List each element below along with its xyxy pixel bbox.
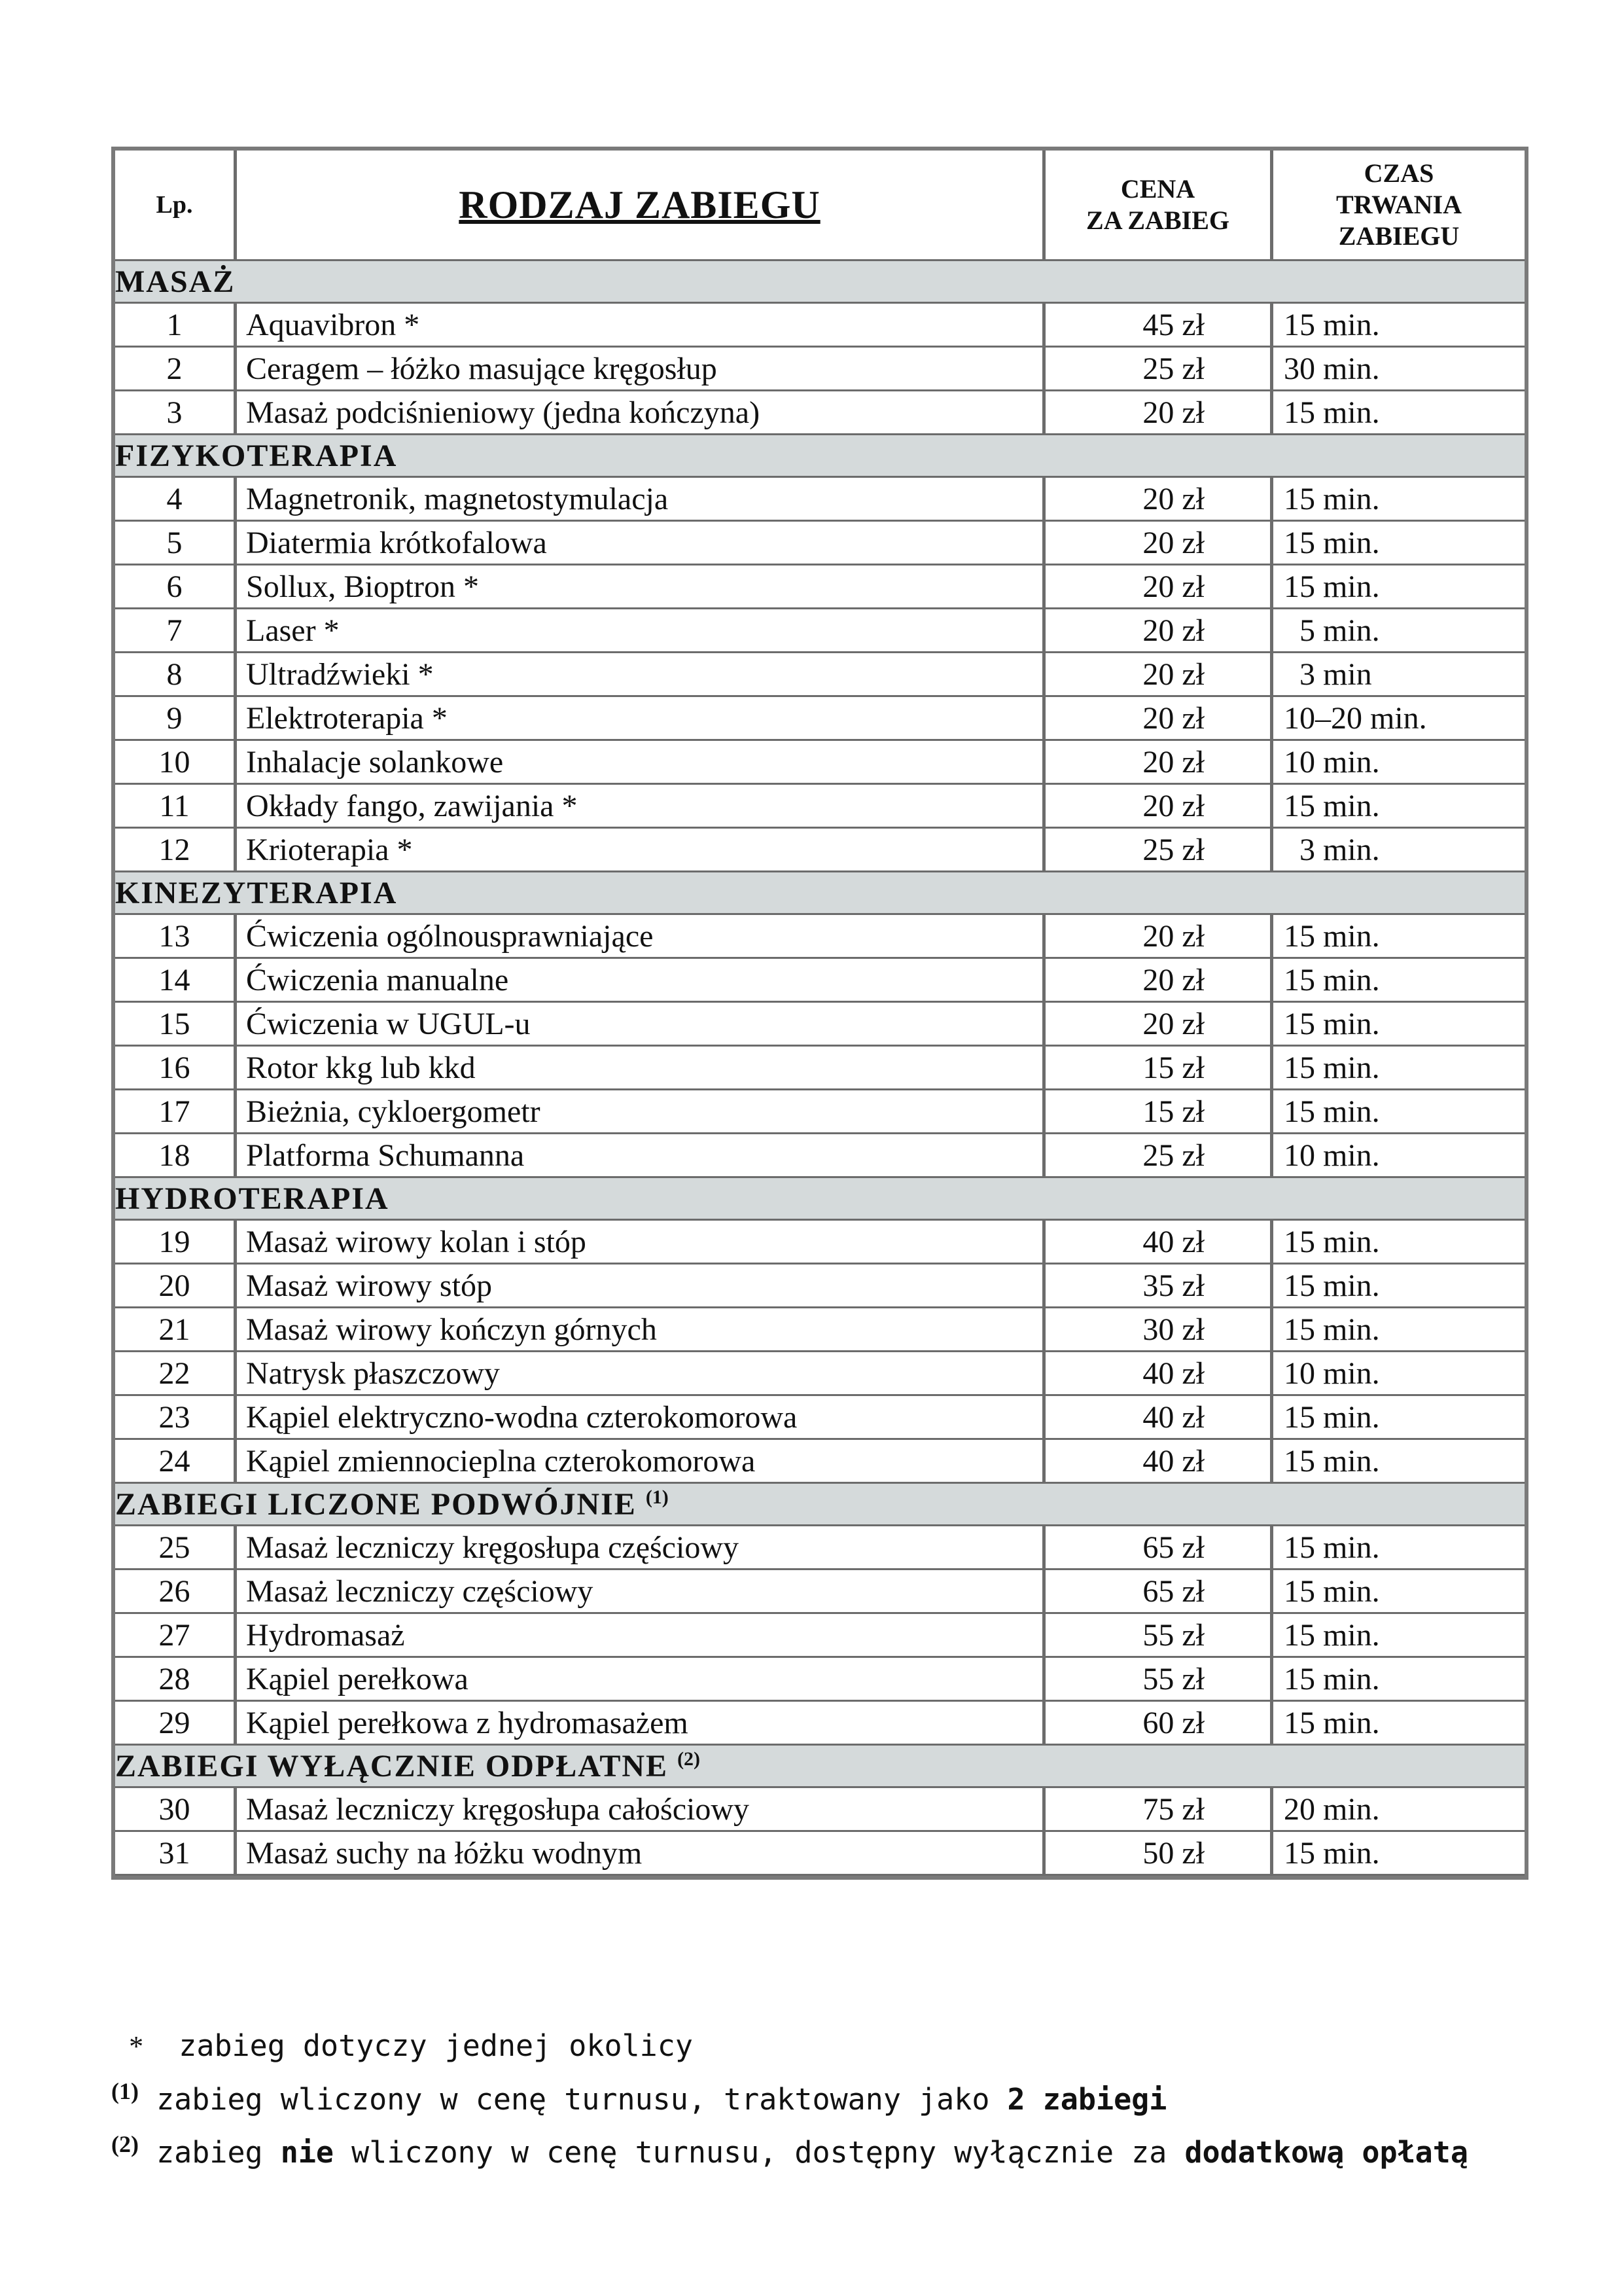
footnote-2-text-a: zabieg xyxy=(138,2135,281,2170)
cell-treatment-name: Kąpiel elektryczno-wodna czterokomorowa xyxy=(237,1396,1046,1440)
cell-lp: 23 xyxy=(115,1396,237,1440)
cell-treatment-name: Rotor kkg lub kkd xyxy=(237,1047,1046,1090)
cell-price: 20 zł xyxy=(1046,522,1273,565)
cell-duration: 15 min. xyxy=(1273,785,1525,829)
section-header-row xyxy=(115,872,1525,915)
table-row xyxy=(115,1570,1525,1614)
section-header-row xyxy=(115,1746,1525,1788)
section-title xyxy=(115,261,1525,304)
cell-duration: 15 min. xyxy=(1273,915,1525,959)
cell-treatment-name: Laser * xyxy=(237,609,1046,653)
table-row xyxy=(115,1526,1525,1570)
cell-duration: 5 min. xyxy=(1273,609,1525,653)
section-title-text: MASAŻ xyxy=(115,264,236,299)
cell-price: 25 zł xyxy=(1046,1134,1273,1178)
section-header-row xyxy=(115,1484,1525,1526)
cell-treatment-name: Masaż leczniczy częściowy xyxy=(237,1570,1046,1614)
cell-price: 20 zł xyxy=(1046,609,1273,653)
cell-treatment-name: Diatermia krótkofalowa xyxy=(237,522,1046,565)
cell-treatment-name: Okłady fango, zawijania * xyxy=(237,785,1046,829)
cell-treatment-name: Inhalacje solankowe xyxy=(237,741,1046,785)
header-lp: Lp. xyxy=(115,151,237,261)
cell-duration: 15 min. xyxy=(1273,1047,1525,1090)
cell-treatment-name: Masaż podciśnieniowy (jedna kończyna) xyxy=(237,391,1046,435)
cell-price: 75 zł xyxy=(1046,1788,1273,1832)
footnote-1 xyxy=(111,2069,1525,2122)
table-row xyxy=(115,915,1525,959)
header-price xyxy=(1046,151,1273,261)
table-row xyxy=(115,1308,1525,1352)
footnote-1-text: zabieg wliczony w cenę turnusu, traktowany jako xyxy=(138,2082,1008,2117)
cell-price: 45 zł xyxy=(1046,304,1273,348)
cell-lp: 17 xyxy=(115,1090,237,1134)
cell-duration: 30 min. xyxy=(1273,348,1525,391)
cell-lp: 12 xyxy=(115,829,237,872)
footnotes xyxy=(111,2024,1525,2175)
cell-price: 20 zł xyxy=(1046,653,1273,697)
header-duration xyxy=(1273,151,1525,261)
cell-treatment-name: Masaż wirowy kolan i stóp xyxy=(237,1221,1046,1265)
cell-duration: 15 min. xyxy=(1273,1003,1525,1047)
footnote-star xyxy=(111,2024,1525,2069)
section-title xyxy=(115,1178,1525,1221)
cell-price: 25 zł xyxy=(1046,348,1273,391)
cell-lp: 9 xyxy=(115,697,237,741)
section-footnote-mark: (2) xyxy=(677,1748,701,1770)
footnote-1-mark: (1) xyxy=(111,2078,139,2104)
cell-price: 20 zł xyxy=(1046,959,1273,1003)
cell-lp: 27 xyxy=(115,1614,237,1658)
table-row xyxy=(115,565,1525,609)
cell-treatment-name: Masaż wirowy kończyn górnych xyxy=(237,1308,1046,1352)
cell-price: 20 zł xyxy=(1046,1003,1273,1047)
cell-treatment-name: Ceragem – łóżko masujące kręgosłup xyxy=(237,348,1046,391)
table-row xyxy=(115,348,1525,391)
table-row xyxy=(115,785,1525,829)
cell-treatment-name: Magnetronik, magnetostymulacja xyxy=(237,478,1046,522)
cell-lp: 26 xyxy=(115,1570,237,1614)
table-header-row xyxy=(115,151,1525,261)
cell-duration: 10 min. xyxy=(1273,1352,1525,1396)
cell-lp: 6 xyxy=(115,565,237,609)
table-row xyxy=(115,1658,1525,1702)
table-row xyxy=(115,1832,1525,1876)
cell-treatment-name: Krioterapia * xyxy=(237,829,1046,872)
cell-duration: 15 min. xyxy=(1273,478,1525,522)
header-price-line: ZA ZABIEG xyxy=(1086,206,1229,235)
table-row xyxy=(115,522,1525,565)
section-title-text: HYDROTERAPIA xyxy=(115,1181,389,1216)
header-duration-line: TRWANIA xyxy=(1336,190,1462,219)
cell-treatment-name: Sollux, Bioptron * xyxy=(237,565,1046,609)
cell-lp: 3 xyxy=(115,391,237,435)
cell-lp: 7 xyxy=(115,609,237,653)
table-row xyxy=(115,1134,1525,1178)
table-row xyxy=(115,741,1525,785)
cell-treatment-name: Platforma Schumanna xyxy=(237,1134,1046,1178)
cell-price: 20 zł xyxy=(1046,785,1273,829)
table-row xyxy=(115,959,1525,1003)
cell-duration: 10–20 min. xyxy=(1273,697,1525,741)
cell-duration: 10 min. xyxy=(1273,1134,1525,1178)
header-duration-line: ZABIEGU xyxy=(1338,221,1460,251)
table-row xyxy=(115,1090,1525,1134)
cell-price: 65 zł xyxy=(1046,1570,1273,1614)
cell-price: 20 zł xyxy=(1046,741,1273,785)
section-header-row xyxy=(115,435,1525,478)
cell-duration: 15 min. xyxy=(1273,959,1525,1003)
table-row xyxy=(115,1047,1525,1090)
table-row xyxy=(115,1352,1525,1396)
cell-duration: 3 min. xyxy=(1273,829,1525,872)
cell-lp: 21 xyxy=(115,1308,237,1352)
cell-price: 15 zł xyxy=(1046,1047,1273,1090)
cell-lp: 31 xyxy=(115,1832,237,1876)
cell-duration: 15 min. xyxy=(1273,1570,1525,1614)
table-row xyxy=(115,829,1525,872)
footnote-star-text: zabieg dotyczy jednej okolicy xyxy=(143,2028,693,2063)
table-row xyxy=(115,1221,1525,1265)
header-price-line: CENA xyxy=(1120,174,1195,204)
table-row xyxy=(115,478,1525,522)
cell-treatment-name: Masaż leczniczy kręgosłupa częściowy xyxy=(237,1526,1046,1570)
cell-price: 15 zł xyxy=(1046,1090,1273,1134)
cell-duration: 15 min. xyxy=(1273,1526,1525,1570)
cell-lp: 22 xyxy=(115,1352,237,1396)
cell-lp: 15 xyxy=(115,1003,237,1047)
cell-lp: 29 xyxy=(115,1702,237,1746)
footnote-2-mark: (2) xyxy=(111,2131,139,2157)
cell-lp: 14 xyxy=(115,959,237,1003)
table-row xyxy=(115,1614,1525,1658)
cell-duration: 15 min. xyxy=(1273,1832,1525,1876)
cell-lp: 2 xyxy=(115,348,237,391)
header-treatment-type: RODZAJ ZABIEGU xyxy=(237,151,1046,261)
cell-lp: 11 xyxy=(115,785,237,829)
footnote-2-bold-a: nie xyxy=(280,2135,334,2170)
cell-duration: 15 min. xyxy=(1273,522,1525,565)
cell-duration: 10 min. xyxy=(1273,741,1525,785)
section-title-text: KINEZYTERAPIA xyxy=(115,875,398,910)
cell-treatment-name: Kąpiel zmiennocieplna czterokomorowa xyxy=(237,1440,1046,1484)
table-row xyxy=(115,1702,1525,1746)
cell-duration: 15 min. xyxy=(1273,1702,1525,1746)
header-duration-line: CZAS xyxy=(1364,158,1434,188)
cell-price: 50 zł xyxy=(1046,1832,1273,1876)
section-title-text: ZABIEGI WYŁĄCZNIE ODPŁATNE xyxy=(115,1748,678,1784)
cell-lp: 10 xyxy=(115,741,237,785)
cell-lp: 16 xyxy=(115,1047,237,1090)
cell-duration: 15 min. xyxy=(1273,1614,1525,1658)
table-row xyxy=(115,1003,1525,1047)
table-row xyxy=(115,1265,1525,1308)
cell-price: 20 zł xyxy=(1046,478,1273,522)
section-header-row xyxy=(115,1178,1525,1221)
cell-price: 30 zł xyxy=(1046,1308,1273,1352)
footnote-2-bold-b: dodatkową opłatą xyxy=(1184,2135,1468,2170)
section-title-text: ZABIEGI LICZONE PODWÓJNIE xyxy=(115,1486,646,1522)
cell-lp: 1 xyxy=(115,304,237,348)
cell-duration: 20 min. xyxy=(1273,1788,1525,1832)
table-row xyxy=(115,391,1525,435)
cell-price: 20 zł xyxy=(1046,391,1273,435)
table-row xyxy=(115,697,1525,741)
footnote-2-text-b: wliczony w cenę turnusu, dostępny wyłącznie za xyxy=(334,2135,1185,2170)
cell-lp: 4 xyxy=(115,478,237,522)
cell-treatment-name: Hydromasaż xyxy=(237,1614,1046,1658)
section-title xyxy=(115,872,1525,915)
table-row xyxy=(115,304,1525,348)
cell-duration: 15 min. xyxy=(1273,1658,1525,1702)
cell-duration: 15 min. xyxy=(1273,1440,1525,1484)
table-row xyxy=(115,653,1525,697)
cell-price: 40 zł xyxy=(1046,1440,1273,1484)
section-title xyxy=(115,1746,1525,1788)
cell-lp: 25 xyxy=(115,1526,237,1570)
cell-price: 25 zł xyxy=(1046,829,1273,872)
cell-treatment-name: Ultradźwieki * xyxy=(237,653,1046,697)
cell-price: 55 zł xyxy=(1046,1658,1273,1702)
cell-lp: 20 xyxy=(115,1265,237,1308)
cell-treatment-name: Masaż wirowy stóp xyxy=(237,1265,1046,1308)
cell-treatment-name: Kąpiel perełkowa xyxy=(237,1658,1046,1702)
cell-duration: 15 min. xyxy=(1273,565,1525,609)
footnote-2 xyxy=(111,2122,1525,2175)
cell-duration: 3 min xyxy=(1273,653,1525,697)
section-title xyxy=(115,435,1525,478)
section-title xyxy=(115,1484,1525,1526)
cell-treatment-name: Natrysk płaszczowy xyxy=(237,1352,1046,1396)
cell-price: 40 zł xyxy=(1046,1352,1273,1396)
section-footnote-mark: (1) xyxy=(645,1486,669,1508)
cell-price: 40 zł xyxy=(1046,1396,1273,1440)
section-title-text: FIZYKOTERAPIA xyxy=(115,438,398,473)
table-row xyxy=(115,1396,1525,1440)
cell-lp: 18 xyxy=(115,1134,237,1178)
cell-duration: 15 min. xyxy=(1273,391,1525,435)
footnote-star-mark: * xyxy=(129,2030,144,2062)
cell-duration: 15 min. xyxy=(1273,1221,1525,1265)
cell-treatment-name: Ćwiczenia w UGUL-u xyxy=(237,1003,1046,1047)
cell-duration: 15 min. xyxy=(1273,1308,1525,1352)
cell-lp: 24 xyxy=(115,1440,237,1484)
treatment-price-table xyxy=(111,147,1528,1880)
cell-lp: 28 xyxy=(115,1658,237,1702)
cell-duration: 15 min. xyxy=(1273,304,1525,348)
footnote-1-bold: 2 zabiegi xyxy=(1007,2082,1167,2117)
cell-treatment-name: Bieżnia, cykloergometr xyxy=(237,1090,1046,1134)
table-row xyxy=(115,1440,1525,1484)
cell-price: 40 zł xyxy=(1046,1221,1273,1265)
cell-lp: 5 xyxy=(115,522,237,565)
cell-treatment-name: Masaż leczniczy kręgosłupa całościowy xyxy=(237,1788,1046,1832)
cell-duration: 15 min. xyxy=(1273,1090,1525,1134)
table-row xyxy=(115,1788,1525,1832)
cell-lp: 8 xyxy=(115,653,237,697)
cell-lp: 30 xyxy=(115,1788,237,1832)
cell-lp: 19 xyxy=(115,1221,237,1265)
cell-price: 20 zł xyxy=(1046,697,1273,741)
cell-price: 35 zł xyxy=(1046,1265,1273,1308)
table-row xyxy=(115,609,1525,653)
cell-treatment-name: Masaż suchy na łóżku wodnym xyxy=(237,1832,1046,1876)
cell-duration: 15 min. xyxy=(1273,1265,1525,1308)
cell-price: 20 zł xyxy=(1046,915,1273,959)
cell-lp: 13 xyxy=(115,915,237,959)
cell-treatment-name: Ćwiczenia manualne xyxy=(237,959,1046,1003)
cell-price: 55 zł xyxy=(1046,1614,1273,1658)
section-header-row xyxy=(115,261,1525,304)
cell-treatment-name: Kąpiel perełkowa z hydromasażem xyxy=(237,1702,1046,1746)
cell-treatment-name: Ćwiczenia ogólnousprawniające xyxy=(237,915,1046,959)
cell-treatment-name: Aquavibron * xyxy=(237,304,1046,348)
cell-price: 60 zł xyxy=(1046,1702,1273,1746)
table-body xyxy=(115,261,1525,1876)
cell-treatment-name: Elektroterapia * xyxy=(237,697,1046,741)
cell-price: 65 zł xyxy=(1046,1526,1273,1570)
cell-price: 20 zł xyxy=(1046,565,1273,609)
cell-duration: 15 min. xyxy=(1273,1396,1525,1440)
